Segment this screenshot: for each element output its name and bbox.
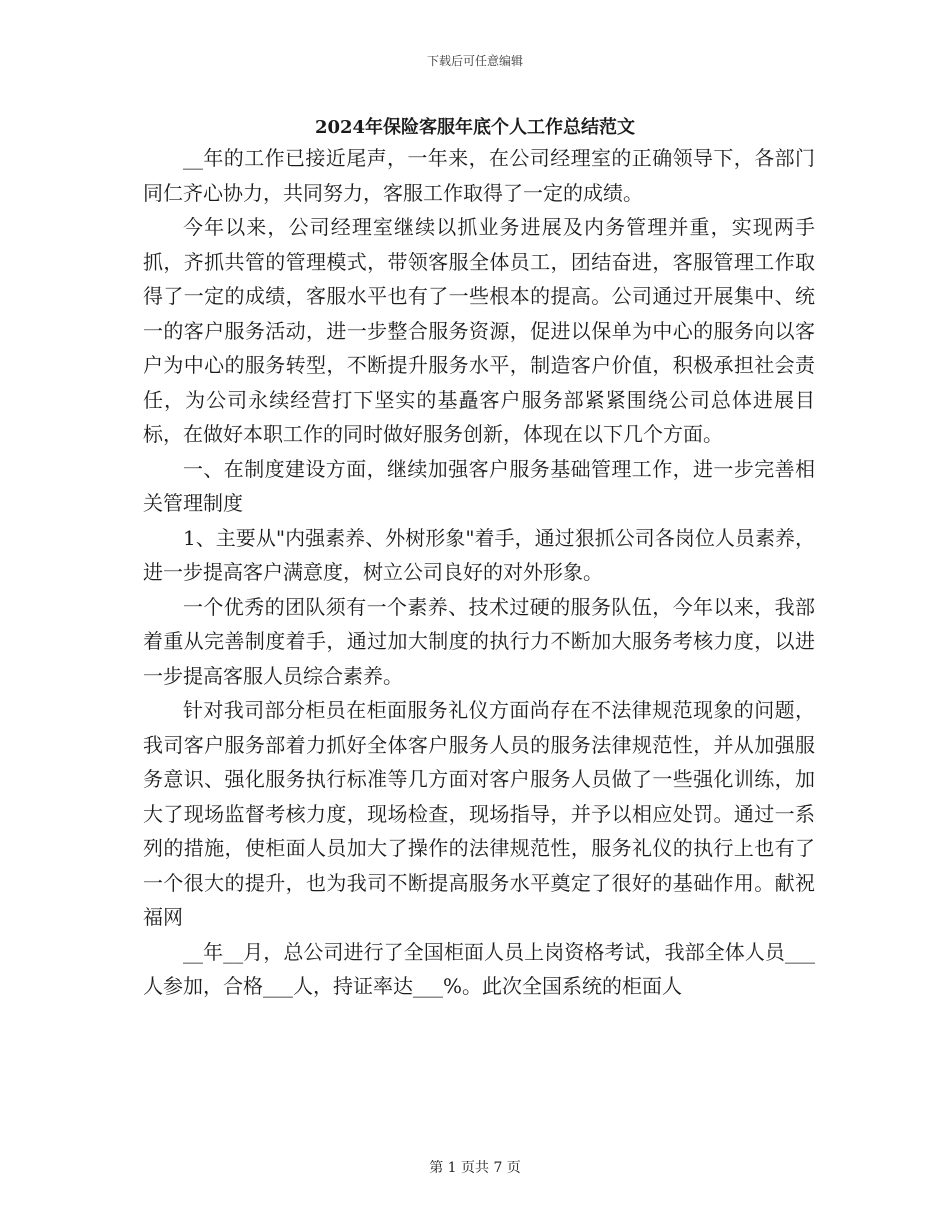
- document-body: [143, 141, 815, 1004]
- page-number-footer: 第 1 页共 7 页: [429, 1160, 521, 1176]
- paragraph-6: 针对我司部分柜员在柜面服务礼仪方面尚存在不法律规范现象的问题，我司客户服务部着力抓好全体客户服务人员的服务法律规范性，并从加强服务意识、强化服务执行标准等几方面对客户服务人员做了一些强化训练，加大了现场监督考核力度，现场检查，现场指导，并予以相应处罚。通过一系列的措施，使柜面人员加大了操作的法律规范性，服务礼仪的执行上也有了一个很大的提升，也为我司不断提高服务水平奠定了很好的基础作用。献祝福网: [143, 698, 815, 929]
- paragraph-2: 今年以来，公司经理室继续以抓业务进展及内务管理并重，实现两手抓，齐抓共管的管理模式，带领客服全体员工，团结奋进，客服管理工作取得了一定的成绩，客服水平也有了一些根本的提高。公司通过开展集中、统一的客户服务活动，进一步整合服务资源，促进以保单为中心的服务向以客户为中心的服务转型，不断提升服务水平，制造客户价值，积极承担社会责任，为公司永续经营打下坚实的基矗客户服务部紧紧围绕公司总体进展目标，在做好本职工作的同时做好服务创新，体现在以下几个方面。: [143, 215, 815, 446]
- paragraph-3: 一、在制度建设方面，继续加强客户服务基础管理工作，进一步完善相关管理制度: [143, 456, 815, 515]
- paragraph-7: __年__月，总公司进行了全国柜面人员上岗资格考试，我部全体人员___人参加，合格___人，持证率达___%。此次全国系统的柜面人: [143, 939, 815, 998]
- paragraph-1: __年的工作已接近尾声，一年来，在公司经理室的正确领导下，各部门同仁齐心协力，共同努力，客服工作取得了一定的成绩。: [143, 146, 815, 205]
- document-title: 2024年保险客服年底个人工作总结范文: [314, 117, 636, 138]
- paragraph-5: 一个优秀的团队须有一个素养、技术过硬的服务队伍，今年以来，我部着重从完善制度着手，通过加大制度的执行力不断加大服务考核力度，以进一步提高客服人员综合素养。: [143, 594, 815, 688]
- paragraph-4: 1、主要从"内强素养、外树形象"着手，通过狠抓公司各岗位人员素养，进一步提高客户满意度，树立公司良好的对外形象。: [143, 525, 815, 584]
- header-note: 下载后可任意编辑: [426, 54, 523, 68]
